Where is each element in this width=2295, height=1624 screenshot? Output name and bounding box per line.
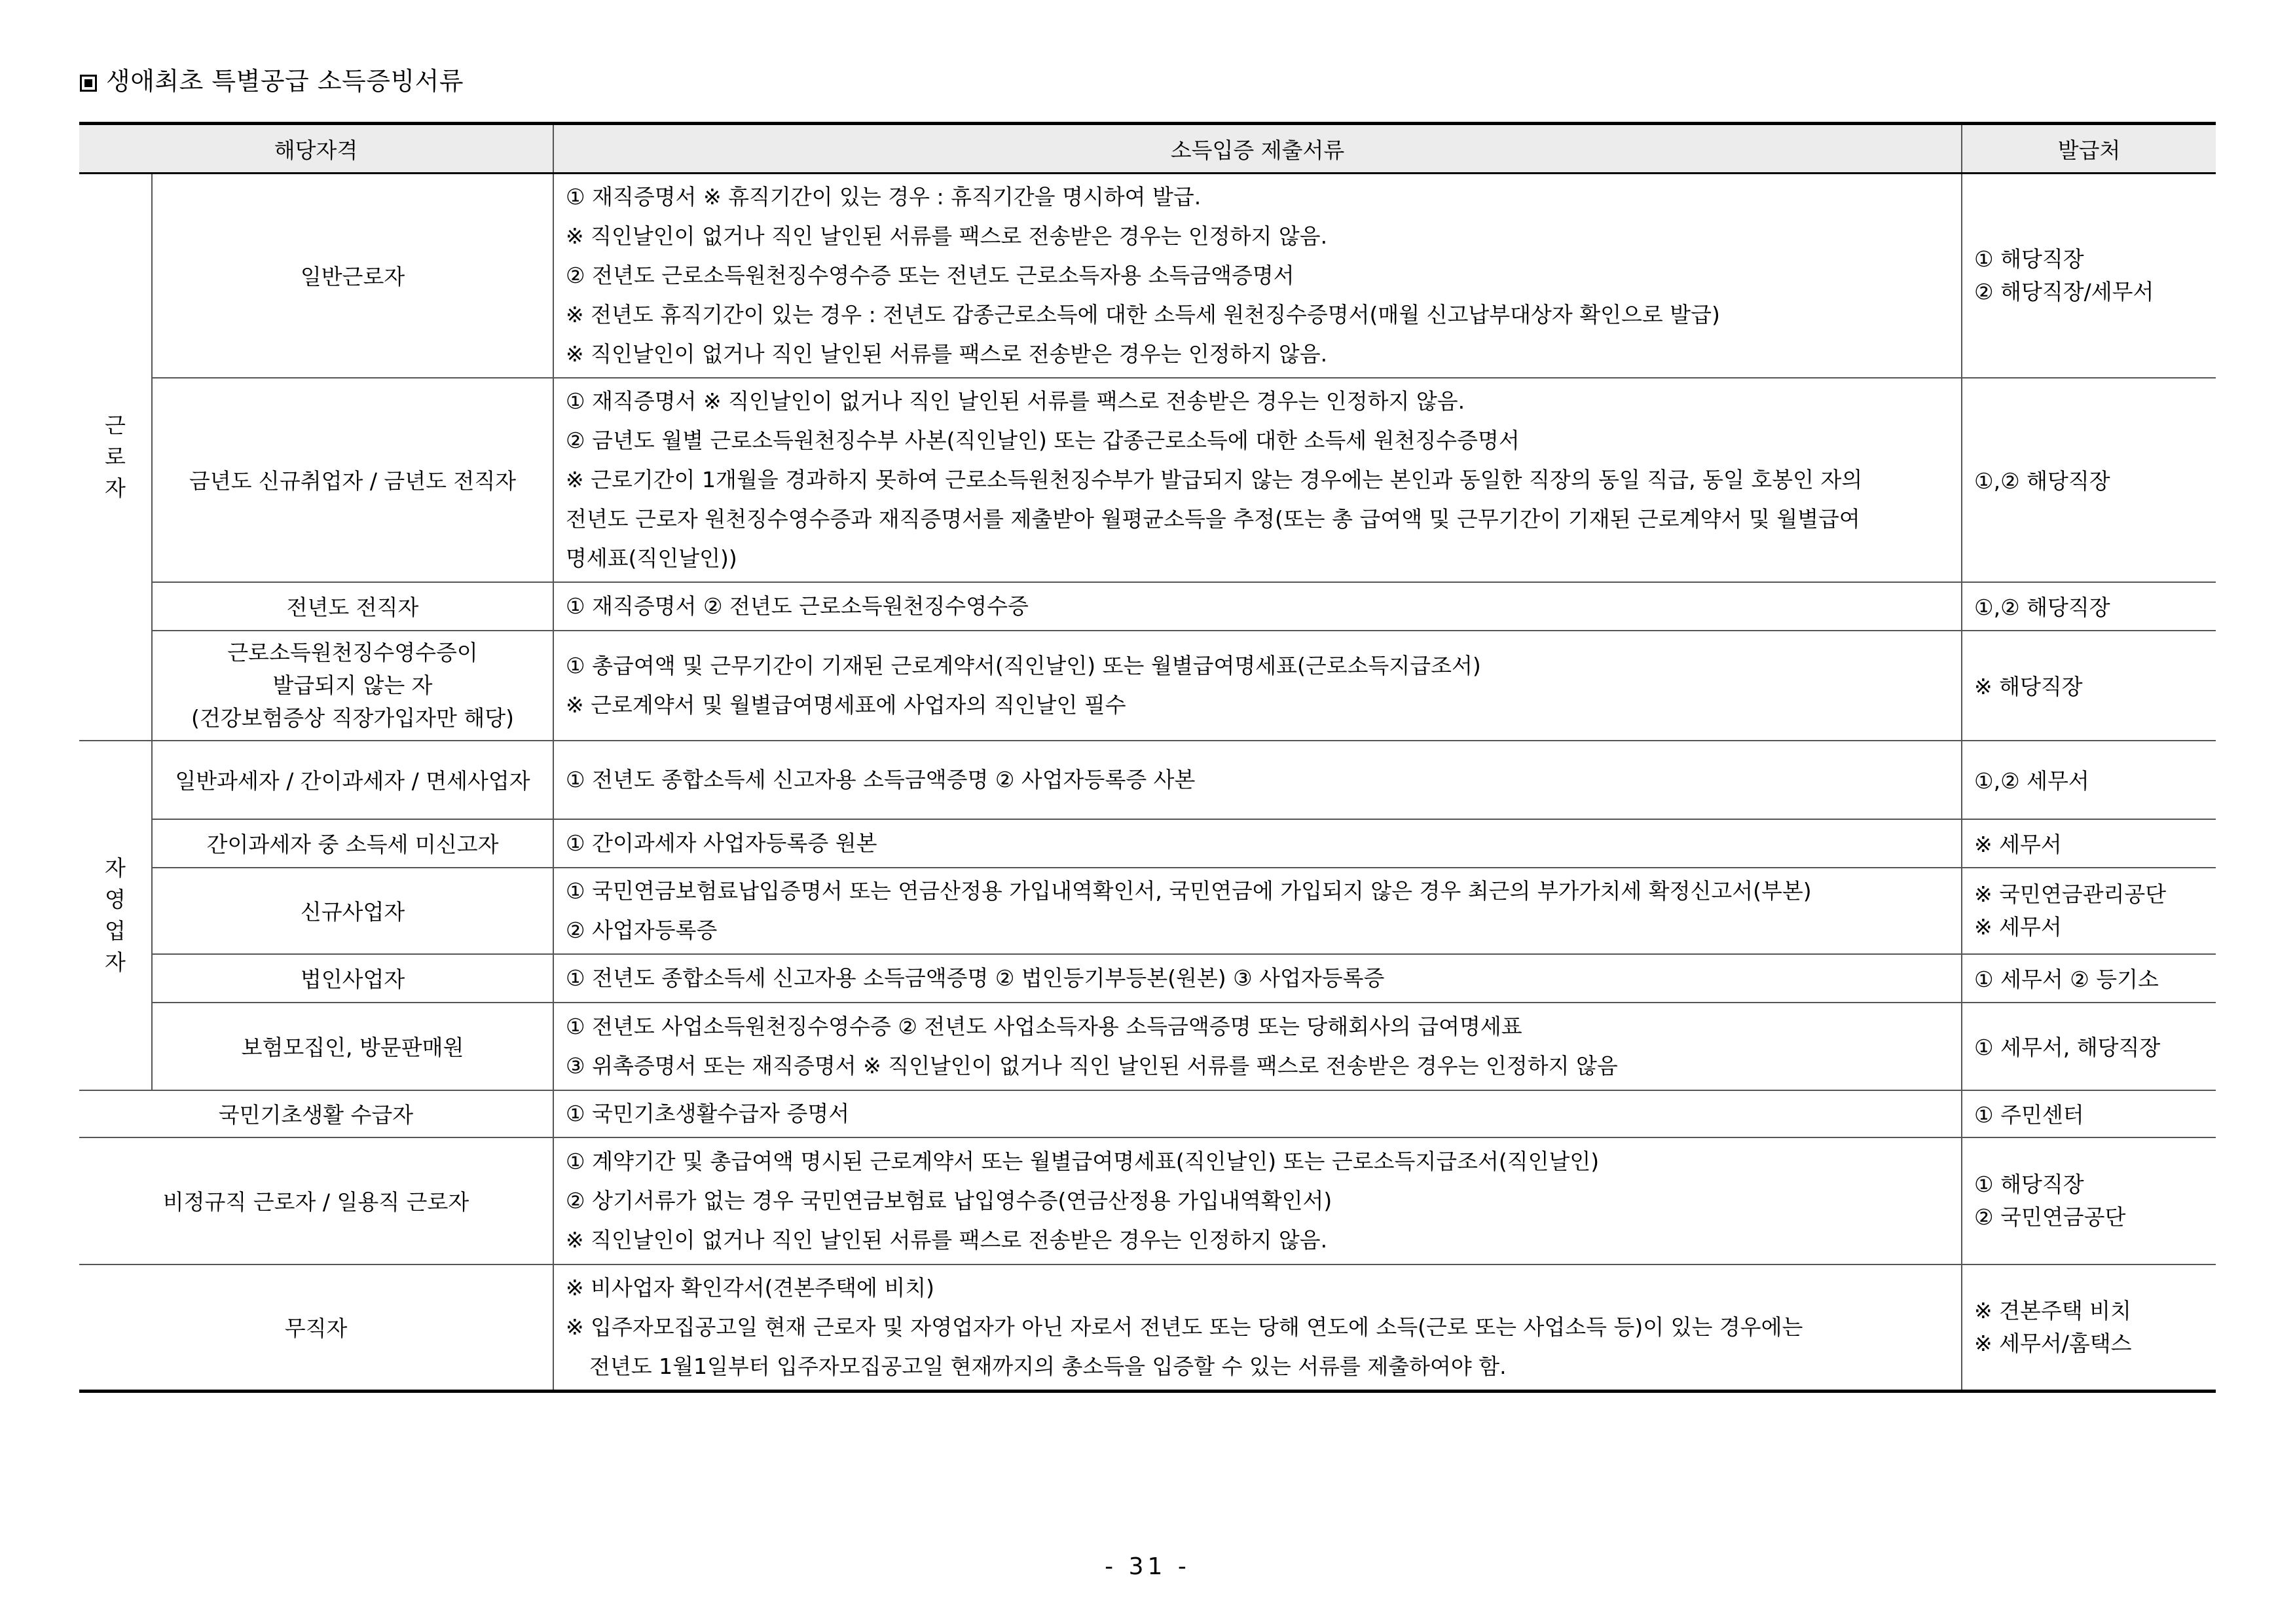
issuer-cell: ① 주민센터 — [1962, 1090, 2216, 1137]
qualification-cell: 무직자 — [79, 1264, 553, 1392]
issuer-cell: ※ 견본주택 비치 ※ 세무서/홈택스 — [1962, 1264, 2216, 1392]
issuer-cell: ① 세무서, 해당직장 — [1962, 1003, 2216, 1090]
table-row — [79, 378, 2216, 582]
documents-cell: ① 계약기간 및 총급여액 명시된 근로계약서 또는 월별급여명세표(직인날인) 또는 근로소득지급조서(직인날인) ② 상기서류가 없는 경우 국민연금보험료 납입영수증(연금산정용 가입내역확인서) ※ 직인날인이 없거나 직인 날인된 서류를 팩스로 전송받은 경우는 인정하지 않음. — [553, 1137, 1962, 1264]
issuer-cell: ※ 해당직장 — [1962, 631, 2216, 741]
qualification-cell: 비정규직 근로자 / 일용직 근로자 — [79, 1137, 553, 1264]
qualification-cell: 금년도 신규취업자 / 금년도 전직자 — [152, 378, 553, 582]
page-number: - 31 - — [1105, 1553, 1190, 1580]
documents-cell: ① 국민기초생활수급자 증명서 — [553, 1090, 1962, 1137]
table-row — [79, 741, 2216, 819]
documents-cell: ① 재직증명서 ② 전년도 근로소득원천징수영수증 — [553, 582, 1962, 631]
table-row — [79, 174, 2216, 378]
group-label-selfemployed: 자 영 업 자 — [79, 741, 152, 1090]
qualification-cell: 신규사업자 — [152, 868, 553, 954]
issuer-cell: ① 해당직장 ② 해당직장/세무서 — [1962, 174, 2216, 378]
issuer-cell: ※ 국민연금관리공단 ※ 세무서 — [1962, 868, 2216, 954]
table-row — [79, 1003, 2216, 1090]
section-heading-text: 생애최초 특별공급 소득증빙서류 — [106, 67, 464, 96]
qualification-cell: 일반과세자 / 간이과세자 / 면세사업자 — [152, 741, 553, 819]
qualification-cell: 일반근로자 — [152, 174, 553, 378]
documents-cell: ① 재직증명서 ※ 직인날인이 없거나 직인 날인된 서류를 팩스로 전송받은 경우는 인정하지 않음. ② 금년도 월별 근로소득원천징수부 사본(직인날인) 또는 갑종근로소득에 대한 소득세 원천징수증명서 ※ 근로기간이 1개월을 경과하지 못하여 근로소득원천징수부가 발급되지 않는 경우에는 본인과 동일한 직장의 동일 직급, 동일 호봉인 자의 전년도 근로자 원천징수영수증과 재직증명서를 제출받아 월평균소득을 추정(또는 총 급여액 및 근무기간이 기재된 근로계약서 및 월별급여 명세표(직인날인)) — [553, 378, 1962, 582]
income-documents-table — [79, 122, 2216, 1393]
issuer-cell: ①,② 해당직장 — [1962, 582, 2216, 631]
table-row — [79, 1264, 2216, 1392]
header-qualification: 해당자격 — [79, 124, 553, 174]
qualification-cell: 법인사업자 — [152, 954, 553, 1003]
issuer-cell: ①,② 해당직장 — [1962, 378, 2216, 582]
qualification-cell: 전년도 전직자 — [152, 582, 553, 631]
header-documents: 소득입증 제출서류 — [553, 124, 1962, 174]
issuer-cell: ※ 세무서 — [1962, 819, 2216, 868]
qualification-cell: 국민기초생활 수급자 — [79, 1090, 553, 1137]
section-heading — [80, 64, 464, 98]
table-row — [79, 819, 2216, 868]
documents-cell: ① 총급여액 및 근무기간이 기재된 근로계약서(직인날인) 또는 월별급여명세표(근로소득지급조서) ※ 근로계약서 및 월별급여명세표에 사업자의 직인날인 필수 — [553, 631, 1962, 741]
issuer-cell: ①,② 세무서 — [1962, 741, 2216, 819]
table-row — [79, 954, 2216, 1003]
table-row — [79, 1137, 2216, 1264]
qualification-cell: 간이과세자 중 소득세 미신고자 — [152, 819, 553, 868]
header-issuer: 발급처 — [1962, 124, 2216, 174]
documents-cell: ① 재직증명서 ※ 휴직기간이 있는 경우 : 휴직기간을 명시하여 발급. ※ 직인날인이 없거나 직인 날인된 서류를 팩스로 전송받은 경우는 인정하지 않음. ② 전년도 근로소득원천징수영수증 또는 전년도 근로소득자용 소득금액증명서 ※ 전년도 휴직기간이 있는 경우 : 전년도 갑종근로소득에 대한 소득세 원천징수증명서(매월 신고납부대상자 확인으로 발급) ※ 직인날인이 없거나 직인 날인된 서류를 팩스로 전송받은 경우는 인정하지 않음. — [553, 174, 1962, 378]
documents-cell: ① 간이과세자 사업자등록증 원본 — [553, 819, 1962, 868]
table-header-row — [79, 124, 2216, 174]
documents-cell: ① 국민연금보험료납입증명서 또는 연금산정용 가입내역확인서, 국민연금에 가입되지 않은 경우 최근의 부가가치세 확정신고서(부본) ② 사업자등록증 — [553, 868, 1962, 954]
issuer-cell: ① 해당직장 ② 국민연금공단 — [1962, 1137, 2216, 1264]
group-label-worker: 근 로 자 — [79, 174, 152, 741]
qualification-cell: 보험모집인, 방문판매원 — [152, 1003, 553, 1090]
documents-cell: ① 전년도 사업소득원천징수영수증 ② 전년도 사업소득자용 소득금액증명 또는 당해회사의 급여명세표 ③ 위촉증명서 또는 재직증명서 ※ 직인날인이 없거나 직인 날인된 서류를 팩스로 전송받은 경우는 인정하지 않음 — [553, 1003, 1962, 1090]
issuer-cell: ① 세무서 ② 등기소 — [1962, 954, 2216, 1003]
table-row — [79, 868, 2216, 954]
documents-cell: ① 전년도 종합소득세 신고자용 소득금액증명 ② 법인등기부등본(원본) ③ 사업자등록증 — [553, 954, 1962, 1003]
qualification-cell: 근로소득원천징수영수증이 발급되지 않는 자 (건강보험증상 직장가입자만 해당) — [152, 631, 553, 741]
table-row — [79, 631, 2216, 741]
documents-cell: ※ 비사업자 확인각서(견본주택에 비치) ※ 입주자모집공고일 현재 근로자 및 자영업자가 아닌 자로서 전년도 또는 당해 연도에 소득(근로 또는 사업소득 등)이 있는 경우에는 전년도 1월1일부터 입주자모집공고일 현재까지의 총소득을 입증할 수 있는 서류를 제출하여야 함. — [553, 1264, 1962, 1392]
filled-square-icon — [80, 75, 97, 92]
table-row — [79, 582, 2216, 631]
documents-cell: ① 전년도 종합소득세 신고자용 소득금액증명 ② 사업자등록증 사본 — [553, 741, 1962, 819]
table-row — [79, 1090, 2216, 1137]
